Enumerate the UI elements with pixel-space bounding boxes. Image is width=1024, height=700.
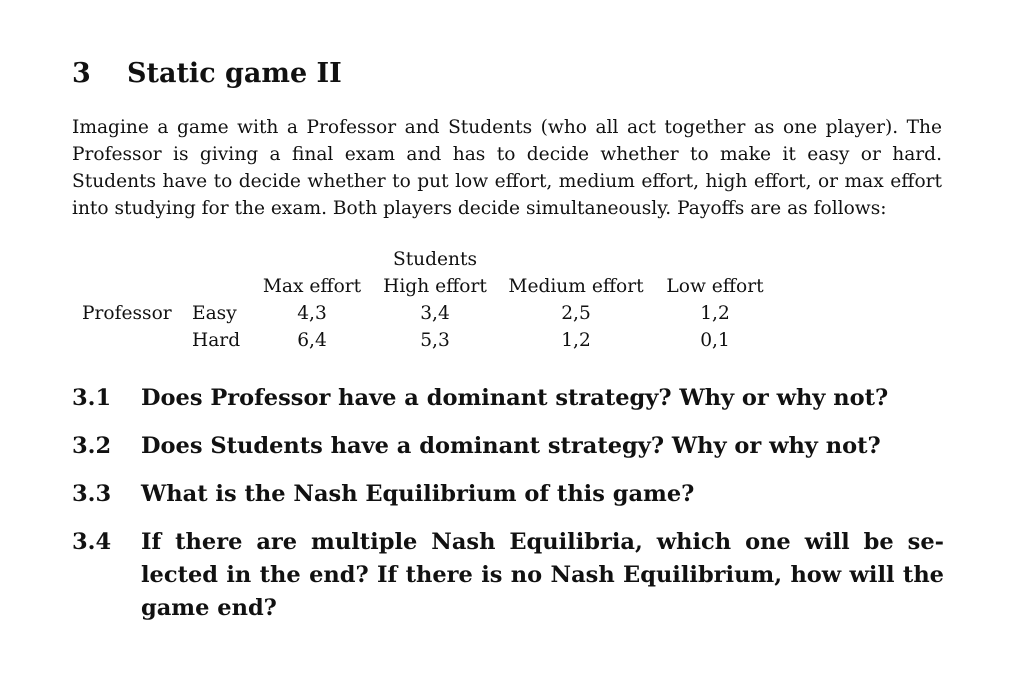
question-3-1 [72,382,944,415]
payoff-cell: 1,2 [561,330,591,351]
row-player-label: Professor [82,303,172,324]
payoff-cell: 4,3 [297,303,327,324]
question-3-4 [72,526,944,625]
intro-paragraph: Imagine a game with a Professor and Students (who all act together as one player). The Professor is giving a final exam and has to decide whether to make it easy or hard. Students have to decide whether to put low effort, medium effort, high effort, or max effort into studying for the exam. Both players decide simultaneously. Payoffs are as follows: [72,117,942,219]
section-number: 3 [72,58,91,89]
question-number: 3.4 [72,529,112,555]
payoff-cell: 0,1 [700,330,730,351]
column-header-low-effort: Low effort [666,276,764,297]
column-header-medium-effort: Medium effort [508,276,644,297]
question-text: Does Professor have a dominant strategy? Why or why not? [141,385,889,411]
question-3-2 [72,430,944,463]
question-number: 3.3 [72,481,112,507]
row-label-hard: Hard [192,330,241,351]
payoff-cell: 5,3 [420,330,450,351]
column-player-label: Students [392,249,478,270]
section-heading [72,58,342,89]
question-number: 3.1 [72,385,112,411]
payoff-cell: 3,4 [420,303,450,324]
question-text: Does Students have a dominant strategy? Why or why not? [141,433,881,459]
payoff-cell: 6,4 [297,330,327,351]
column-header-max-effort: Max effort [262,276,362,297]
question-number: 3.2 [72,433,112,459]
row-label-easy: Easy [192,303,237,324]
payoff-cell: 2,5 [561,303,591,324]
payoff-cell: 1,2 [700,303,730,324]
column-header-high-effort: High effort [383,276,487,297]
question-3-3 [72,478,944,511]
section-title: Static game II [127,58,342,89]
question-text: If there are multiple Nash Equilibria, which one will be se-lected in the end? If there is no Nash Equilibrium, how will the game end? [141,529,944,621]
question-text: What is the Nash Equilibrium of this game? [141,481,695,507]
